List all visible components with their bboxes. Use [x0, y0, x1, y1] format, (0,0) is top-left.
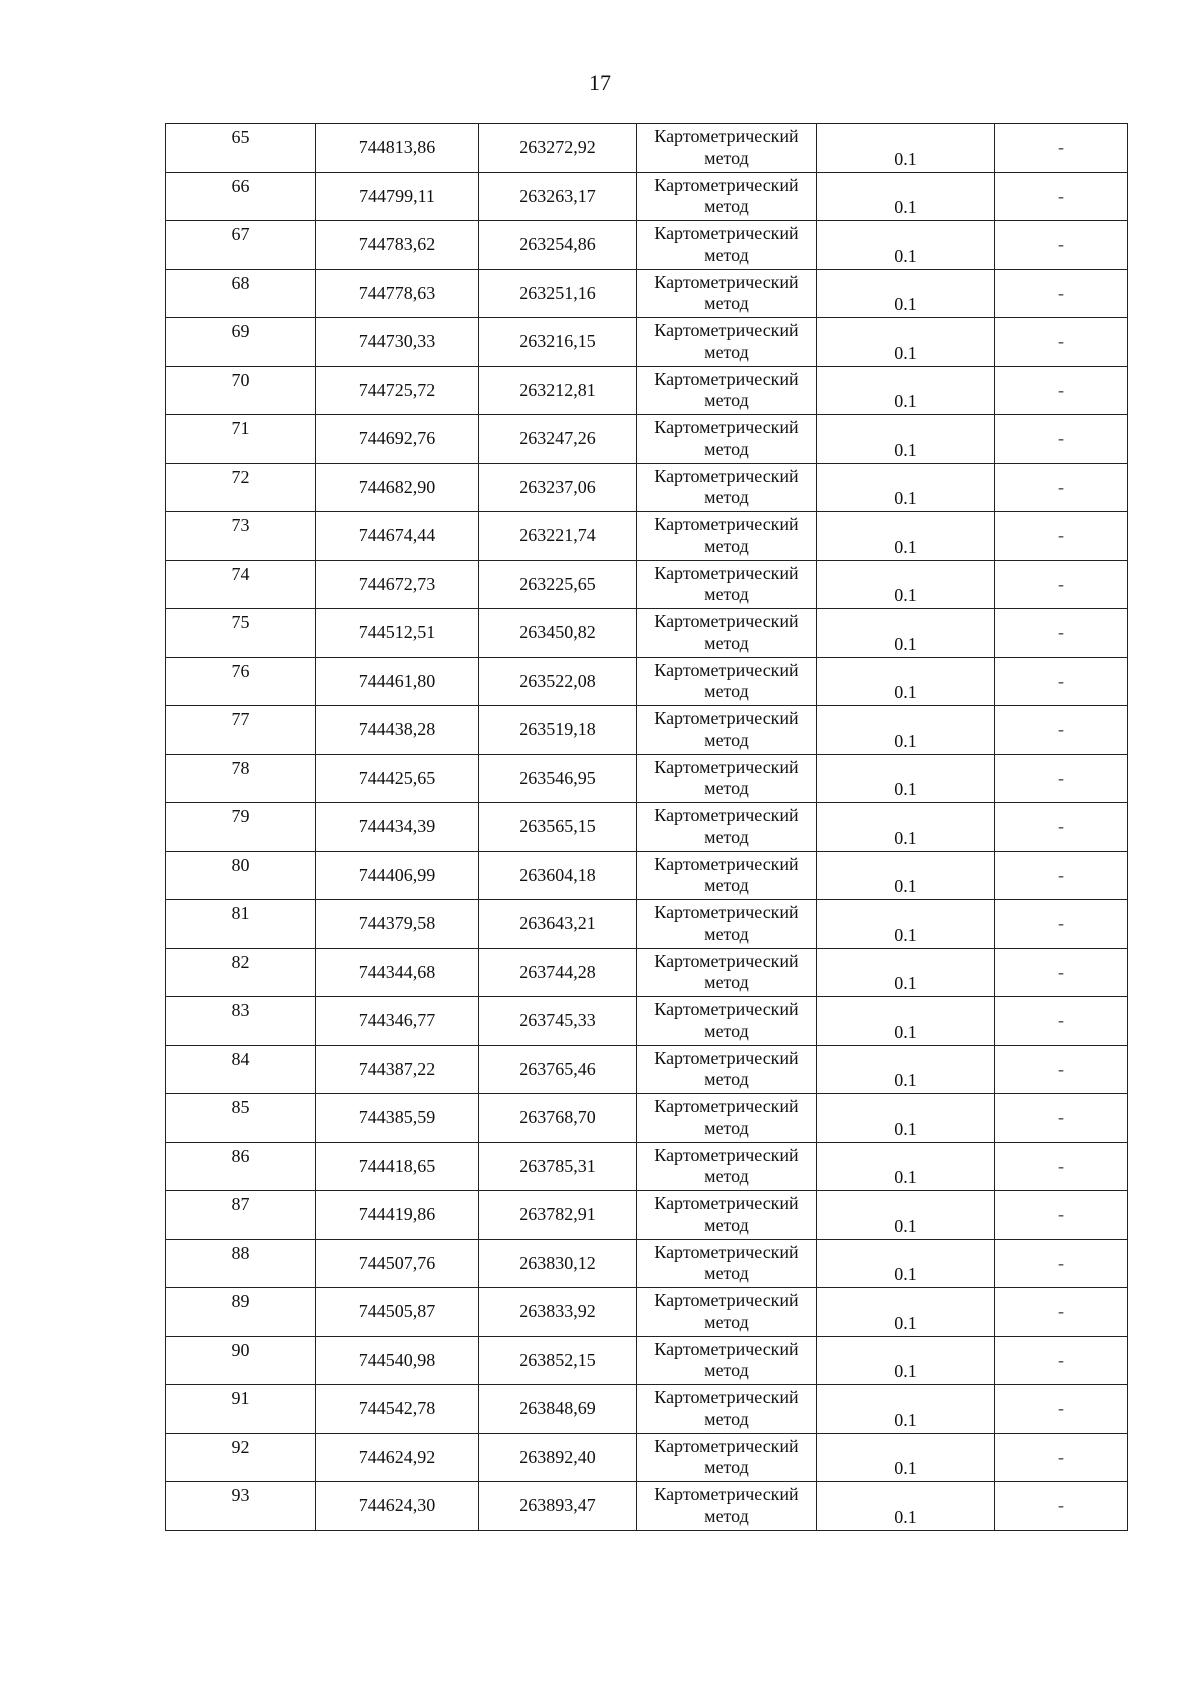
x-coordinate-cell: 744406,99 — [316, 851, 479, 900]
method-line-2: метод — [704, 438, 749, 459]
point-number-cell: 70 — [166, 366, 316, 415]
accuracy-cell: 0.1 — [817, 851, 995, 900]
y-coordinate-cell: 263450,82 — [479, 609, 637, 658]
point-number-cell: 69 — [166, 318, 316, 367]
accuracy-cell: 0.1 — [817, 124, 995, 173]
table-row — [166, 997, 1128, 1046]
method-cell — [637, 1239, 817, 1288]
method-cell — [637, 221, 817, 270]
x-coordinate-cell: 744344,68 — [316, 948, 479, 997]
point-number-cell: 91 — [166, 1385, 316, 1434]
point-number-cell: 84 — [166, 1045, 316, 1094]
method-cell — [637, 1045, 817, 1094]
table-row — [166, 318, 1128, 367]
method-line-2: метод — [704, 1069, 749, 1090]
y-coordinate-cell: 263643,21 — [479, 900, 637, 949]
accuracy-cell: 0.1 — [817, 1433, 995, 1482]
method-line-1: Картометрический — [654, 1484, 799, 1505]
method-line-1: Картометрический — [654, 174, 799, 195]
point-number-cell: 85 — [166, 1094, 316, 1143]
table-row — [166, 754, 1128, 803]
y-coordinate-cell: 263765,46 — [479, 1045, 637, 1094]
point-number-cell: 72 — [166, 463, 316, 512]
point-number-cell: 83 — [166, 997, 316, 1046]
note-cell: - — [995, 1433, 1128, 1482]
x-coordinate-cell: 744672,73 — [316, 560, 479, 609]
method-line-1: Картометрический — [654, 1290, 799, 1311]
x-coordinate-cell: 744387,22 — [316, 1045, 479, 1094]
method-cell — [637, 803, 817, 852]
x-coordinate-cell: 744505,87 — [316, 1288, 479, 1337]
note-cell: - — [995, 803, 1128, 852]
x-coordinate-cell: 744778,63 — [316, 269, 479, 318]
y-coordinate-cell: 263251,16 — [479, 269, 637, 318]
table-row — [166, 172, 1128, 221]
method-line-1: Картометрический — [654, 417, 799, 438]
note-cell: - — [995, 1045, 1128, 1094]
y-coordinate-cell: 263893,47 — [479, 1482, 637, 1531]
x-coordinate-cell: 744624,30 — [316, 1482, 479, 1531]
method-cell — [637, 754, 817, 803]
x-coordinate-cell: 744813,86 — [316, 124, 479, 173]
point-number-cell: 73 — [166, 512, 316, 561]
method-cell — [637, 997, 817, 1046]
table-row — [166, 269, 1128, 318]
method-cell — [637, 900, 817, 949]
y-coordinate-cell: 263892,40 — [479, 1433, 637, 1482]
note-cell: - — [995, 512, 1128, 561]
accuracy-cell: 0.1 — [817, 1482, 995, 1531]
point-number-cell: 89 — [166, 1288, 316, 1337]
x-coordinate-cell: 744540,98 — [316, 1336, 479, 1385]
method-line-1: Картометрический — [654, 1193, 799, 1214]
note-cell: - — [995, 172, 1128, 221]
y-coordinate-cell: 263519,18 — [479, 706, 637, 755]
method-cell — [637, 706, 817, 755]
x-coordinate-cell: 744507,76 — [316, 1239, 479, 1288]
x-coordinate-cell: 744725,72 — [316, 366, 479, 415]
accuracy-cell: 0.1 — [817, 172, 995, 221]
x-coordinate-cell: 744730,33 — [316, 318, 479, 367]
x-coordinate-cell: 744418,65 — [316, 1142, 479, 1191]
method-line-2: метод — [704, 1408, 749, 1429]
note-cell: - — [995, 754, 1128, 803]
method-cell — [637, 1385, 817, 1434]
note-cell: - — [995, 463, 1128, 512]
method-line-1: Картометрический — [654, 1241, 799, 1262]
x-coordinate-cell: 744461,80 — [316, 657, 479, 706]
x-coordinate-cell: 744783,62 — [316, 221, 479, 270]
method-line-1: Картометрический — [654, 950, 799, 971]
method-line-2: метод — [704, 1360, 749, 1381]
accuracy-cell: 0.1 — [817, 706, 995, 755]
note-cell: - — [995, 706, 1128, 755]
x-coordinate-cell: 744438,28 — [316, 706, 479, 755]
point-number-cell: 93 — [166, 1482, 316, 1531]
accuracy-cell: 0.1 — [817, 948, 995, 997]
method-cell — [637, 366, 817, 415]
table-row — [166, 1288, 1128, 1337]
note-cell: - — [995, 851, 1128, 900]
y-coordinate-cell: 263237,06 — [479, 463, 637, 512]
method-cell — [637, 463, 817, 512]
table-row — [166, 1045, 1128, 1094]
y-coordinate-cell: 263852,15 — [479, 1336, 637, 1385]
table-row — [166, 1191, 1128, 1240]
point-number-cell: 65 — [166, 124, 316, 173]
table-row — [166, 415, 1128, 464]
table-row — [166, 706, 1128, 755]
method-cell — [637, 172, 817, 221]
method-cell — [637, 318, 817, 367]
y-coordinate-cell: 263225,65 — [479, 560, 637, 609]
method-cell — [637, 948, 817, 997]
table-row — [166, 900, 1128, 949]
table-row — [166, 1433, 1128, 1482]
point-number-cell: 75 — [166, 609, 316, 658]
method-line-1: Картометрический — [654, 902, 799, 923]
accuracy-cell: 0.1 — [817, 1191, 995, 1240]
accuracy-cell: 0.1 — [817, 1142, 995, 1191]
point-number-cell: 80 — [166, 851, 316, 900]
point-number-cell: 78 — [166, 754, 316, 803]
method-line-1: Картометрический — [654, 1144, 799, 1165]
method-line-2: метод — [704, 196, 749, 217]
table-row — [166, 1094, 1128, 1143]
method-line-2: метод — [704, 729, 749, 750]
note-cell: - — [995, 318, 1128, 367]
method-line-1: Картометрический — [654, 562, 799, 583]
point-number-cell: 68 — [166, 269, 316, 318]
method-line-2: метод — [704, 584, 749, 605]
method-line-2: метод — [704, 972, 749, 993]
accuracy-cell: 0.1 — [817, 803, 995, 852]
x-coordinate-cell: 744692,76 — [316, 415, 479, 464]
table-row — [166, 1482, 1128, 1531]
method-line-2: метод — [704, 1311, 749, 1332]
method-line-1: Картометрический — [654, 465, 799, 486]
y-coordinate-cell: 263212,81 — [479, 366, 637, 415]
note-cell: - — [995, 269, 1128, 318]
accuracy-cell: 0.1 — [817, 1045, 995, 1094]
method-line-1: Картометрический — [654, 805, 799, 826]
method-cell — [637, 124, 817, 173]
accuracy-cell: 0.1 — [817, 1094, 995, 1143]
y-coordinate-cell: 263522,08 — [479, 657, 637, 706]
method-cell — [637, 1094, 817, 1143]
method-line-2: метод — [704, 1117, 749, 1138]
note-cell: - — [995, 900, 1128, 949]
method-line-2: метод — [704, 293, 749, 314]
y-coordinate-cell: 263782,91 — [479, 1191, 637, 1240]
note-cell: - — [995, 1385, 1128, 1434]
method-line-2: метод — [704, 681, 749, 702]
method-cell — [637, 657, 817, 706]
y-coordinate-cell: 263216,15 — [479, 318, 637, 367]
note-cell: - — [995, 948, 1128, 997]
point-number-cell: 74 — [166, 560, 316, 609]
accuracy-cell: 0.1 — [817, 269, 995, 318]
x-coordinate-cell: 744682,90 — [316, 463, 479, 512]
point-number-cell: 87 — [166, 1191, 316, 1240]
method-line-1: Картометрический — [654, 1435, 799, 1456]
method-line-2: метод — [704, 1263, 749, 1284]
point-number-cell: 66 — [166, 172, 316, 221]
y-coordinate-cell: 263546,95 — [479, 754, 637, 803]
method-cell — [637, 1191, 817, 1240]
y-coordinate-cell: 263745,33 — [479, 997, 637, 1046]
method-line-1: Картометрический — [654, 223, 799, 244]
x-coordinate-cell: 744674,44 — [316, 512, 479, 561]
method-line-2: метод — [704, 923, 749, 944]
table-row — [166, 948, 1128, 997]
method-line-1: Картометрический — [654, 368, 799, 389]
table-row — [166, 1239, 1128, 1288]
method-line-1: Картометрический — [654, 126, 799, 147]
x-coordinate-cell: 744542,78 — [316, 1385, 479, 1434]
x-coordinate-cell: 744434,39 — [316, 803, 479, 852]
method-line-2: метод — [704, 147, 749, 168]
method-line-2: метод — [704, 632, 749, 653]
note-cell: - — [995, 657, 1128, 706]
x-coordinate-cell: 744512,51 — [316, 609, 479, 658]
point-number-cell: 81 — [166, 900, 316, 949]
coordinates-table-body — [166, 124, 1128, 1531]
point-number-cell: 77 — [166, 706, 316, 755]
table-row — [166, 851, 1128, 900]
y-coordinate-cell: 263254,86 — [479, 221, 637, 270]
accuracy-cell: 0.1 — [817, 560, 995, 609]
accuracy-cell: 0.1 — [817, 1239, 995, 1288]
accuracy-cell: 0.1 — [817, 366, 995, 415]
accuracy-cell: 0.1 — [817, 1385, 995, 1434]
method-line-1: Картометрический — [654, 1096, 799, 1117]
method-line-2: метод — [704, 826, 749, 847]
note-cell: - — [995, 415, 1128, 464]
method-line-1: Картометрический — [654, 1047, 799, 1068]
note-cell: - — [995, 560, 1128, 609]
method-line-1: Картометрический — [654, 708, 799, 729]
method-line-2: метод — [704, 487, 749, 508]
accuracy-cell: 0.1 — [817, 997, 995, 1046]
method-line-1: Картометрический — [654, 611, 799, 632]
note-cell: - — [995, 124, 1128, 173]
note-cell: - — [995, 366, 1128, 415]
accuracy-cell: 0.1 — [817, 318, 995, 367]
y-coordinate-cell: 263263,17 — [479, 172, 637, 221]
accuracy-cell: 0.1 — [817, 754, 995, 803]
accuracy-cell: 0.1 — [817, 221, 995, 270]
method-line-1: Картометрический — [654, 853, 799, 874]
note-cell: - — [995, 997, 1128, 1046]
accuracy-cell: 0.1 — [817, 900, 995, 949]
y-coordinate-cell: 263565,15 — [479, 803, 637, 852]
method-cell — [637, 1142, 817, 1191]
method-line-1: Картометрический — [654, 271, 799, 292]
method-line-2: метод — [704, 1457, 749, 1478]
y-coordinate-cell: 263604,18 — [479, 851, 637, 900]
method-cell — [637, 851, 817, 900]
y-coordinate-cell: 263768,70 — [479, 1094, 637, 1143]
table-row — [166, 366, 1128, 415]
accuracy-cell: 0.1 — [817, 1336, 995, 1385]
method-cell — [637, 1433, 817, 1482]
point-number-cell: 79 — [166, 803, 316, 852]
table-row — [166, 657, 1128, 706]
method-line-2: метод — [704, 1214, 749, 1235]
method-line-2: метод — [704, 244, 749, 265]
y-coordinate-cell: 263785,31 — [479, 1142, 637, 1191]
method-line-2: метод — [704, 1505, 749, 1526]
note-cell: - — [995, 1336, 1128, 1385]
method-cell — [637, 1336, 817, 1385]
x-coordinate-cell: 744419,86 — [316, 1191, 479, 1240]
method-cell — [637, 269, 817, 318]
accuracy-cell: 0.1 — [817, 463, 995, 512]
accuracy-cell: 0.1 — [817, 415, 995, 464]
method-line-2: метод — [704, 1166, 749, 1187]
accuracy-cell: 0.1 — [817, 1288, 995, 1337]
point-number-cell: 90 — [166, 1336, 316, 1385]
method-line-1: Картометрический — [654, 999, 799, 1020]
x-coordinate-cell: 744346,77 — [316, 997, 479, 1046]
note-cell: - — [995, 1142, 1128, 1191]
table-row — [166, 512, 1128, 561]
method-cell — [637, 415, 817, 464]
method-line-1: Картометрический — [654, 514, 799, 535]
table-row — [166, 1385, 1128, 1434]
method-cell — [637, 1288, 817, 1337]
accuracy-cell: 0.1 — [817, 609, 995, 658]
note-cell: - — [995, 221, 1128, 270]
point-number-cell: 82 — [166, 948, 316, 997]
y-coordinate-cell: 263221,74 — [479, 512, 637, 561]
method-line-2: метод — [704, 875, 749, 896]
y-coordinate-cell: 263833,92 — [479, 1288, 637, 1337]
y-coordinate-cell: 263830,12 — [479, 1239, 637, 1288]
method-line-2: метод — [704, 390, 749, 411]
table-row — [166, 609, 1128, 658]
method-line-2: метод — [704, 341, 749, 362]
table-row — [166, 560, 1128, 609]
y-coordinate-cell: 263848,69 — [479, 1385, 637, 1434]
x-coordinate-cell: 744624,92 — [316, 1433, 479, 1482]
point-number-cell: 86 — [166, 1142, 316, 1191]
point-number-cell: 76 — [166, 657, 316, 706]
method-cell — [637, 609, 817, 658]
x-coordinate-cell: 744425,65 — [316, 754, 479, 803]
point-number-cell: 67 — [166, 221, 316, 270]
accuracy-cell: 0.1 — [817, 512, 995, 561]
method-line-1: Картометрический — [654, 1338, 799, 1359]
note-cell: - — [995, 1288, 1128, 1337]
method-line-2: метод — [704, 535, 749, 556]
page-number: 17 — [589, 70, 611, 95]
method-cell — [637, 560, 817, 609]
note-cell: - — [995, 1482, 1128, 1531]
x-coordinate-cell: 744385,59 — [316, 1094, 479, 1143]
accuracy-cell: 0.1 — [817, 657, 995, 706]
x-coordinate-cell: 744799,11 — [316, 172, 479, 221]
y-coordinate-cell: 263247,26 — [479, 415, 637, 464]
table-row — [166, 221, 1128, 270]
note-cell: - — [995, 1191, 1128, 1240]
x-coordinate-cell: 744379,58 — [316, 900, 479, 949]
note-cell: - — [995, 609, 1128, 658]
y-coordinate-cell: 263272,92 — [479, 124, 637, 173]
method-line-1: Картометрический — [654, 1387, 799, 1408]
table-row — [166, 463, 1128, 512]
method-line-1: Картометрический — [654, 756, 799, 777]
method-line-2: метод — [704, 1020, 749, 1041]
note-cell: - — [995, 1239, 1128, 1288]
method-cell — [637, 512, 817, 561]
method-line-2: метод — [704, 778, 749, 799]
point-number-cell: 88 — [166, 1239, 316, 1288]
table-row — [166, 1142, 1128, 1191]
table-row — [166, 803, 1128, 852]
coordinates-table — [165, 123, 1128, 1531]
method-cell — [637, 1482, 817, 1531]
point-number-cell: 71 — [166, 415, 316, 464]
note-cell: - — [995, 1094, 1128, 1143]
method-line-1: Картометрический — [654, 659, 799, 680]
y-coordinate-cell: 263744,28 — [479, 948, 637, 997]
table-row — [166, 1336, 1128, 1385]
table-row — [166, 124, 1128, 173]
method-line-1: Картометрический — [654, 320, 799, 341]
point-number-cell: 92 — [166, 1433, 316, 1482]
